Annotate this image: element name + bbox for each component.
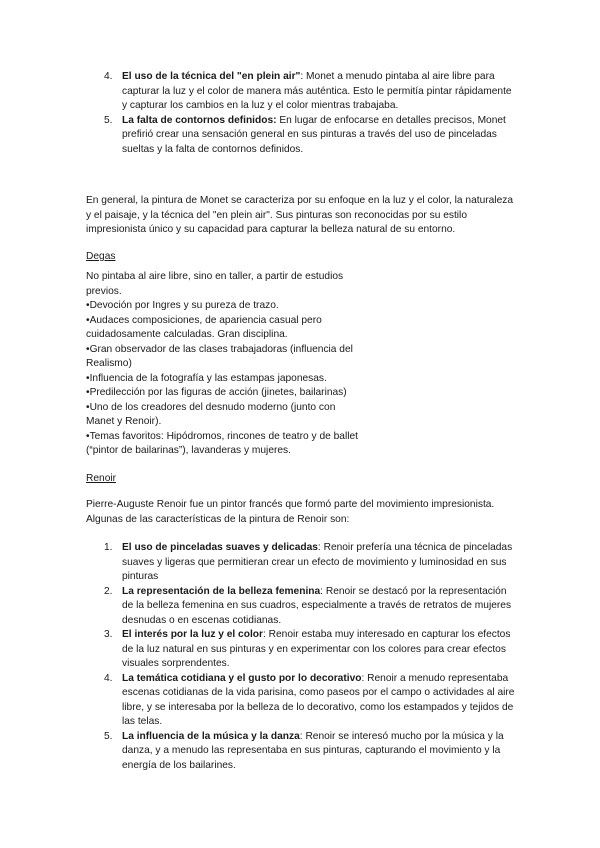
item-text: : Monet a menudo pintaba al aire libre para capturar la luz y el color de manera más auténtica. Esto le permitía pintar rápidamente y capturar los cambios en la luz y el color mientras trabajaba. <box>122 71 512 111</box>
monet-summary-paragraph: En general, la pintura de Monet se caracteriza por su enfoque en la luz y el color, la naturaleza y el paisaje, y la técnica del "en plein air". Sus pinturas son reconocidas por su estilo impresionista único y su capacidad para capturar la belleza natural de su entorno. <box>86 195 513 235</box>
list-item: 4. La temática cotidiana y el gusto por lo decorativo: Renoir a menudo representaba escenas cotidianas de la vida parisina, como paseos por el campo o actividades al aire libre, y se interesaba por la belleza de lo decorativo, como los estampados y tejidos de las telas. <box>104 672 515 727</box>
item-title: La representación de la belleza femenina <box>122 585 321 597</box>
item-text: : Renoir a menudo representaba escenas cotidianas de la vida parisina, como paseos por el campo o actividades al aire libre, y se interesaba por la belleza de lo decorativo, como los estampados y tejidos de las telas. <box>122 672 515 727</box>
item-text: En lugar de enfocarse en detalles precisos, Monet prefirió crear una sensación general en sus pinturas a través del uso de pinceladas sueltas y la falta de contornos definidos. <box>122 114 506 155</box>
degas-heading: Degas <box>86 251 116 262</box>
degas-line: •Predilección por las figuras de acción (jinetes, bailarinas) <box>86 387 347 398</box>
item-title: El uso de pinceladas suaves y delicadas <box>122 542 318 553</box>
list-item: 4. El uso de la técnica del "en plein air": Monet a menudo pintaba al aire libre para capturar la luz y el color de manera más auténtica. Esto le permitía pintar rápidamente y capturar los cambios en la luz y el color mientras trabajaba. <box>104 71 512 111</box>
item-text: : Renoir prefería una técnica de pinceladas suaves y ligeras que permitieran crear un efecto de movimiento y luminosidad en sus pinturas <box>122 542 513 582</box>
degas-line: •Devoción por Ingres y su pureza de trazo. <box>86 300 279 311</box>
renoir-characteristics-list <box>86 541 518 773</box>
item-title: La falta de contornos definidos: <box>122 114 277 126</box>
degas-line: •Temas favoritos: Hipódromos, rincones de teatro y de ballet (“pintor de bailarinas”), lavanderas y mujeres. <box>86 430 358 456</box>
list-item: 5. La influencia de la música y la danza: Renoir se interesó mucho por la música y la danza, y a menudo las representaba en sus pinturas, capturando el movimiento y la energía de los bailarines. <box>104 730 504 771</box>
list-item: 2. La representación de la belleza femenina: Renoir se destacó por la representación de la belleza femenina en sus cuadros, especialmente a través de retratos de mujeres desnudas o en escenas cotidianas. <box>104 585 512 626</box>
item-text: : Renoir se destacó por la representación de la belleza femenina en sus cuadros, especialmente a través de retratos de mujeres desnudas o en escenas cotidianas. <box>122 585 512 626</box>
list-item: 1. El uso de pinceladas suaves y delicadas: Renoir prefería una técnica de pinceladas suaves y ligeras que permitieran crear un efecto de movimiento y luminosidad en sus pinturas <box>104 542 513 582</box>
degas-line: •Audaces composiciones, de apariencia casual pero cuidadosamente calculadas. Gran disciplina. <box>86 314 322 340</box>
degas-line: •Uno de los creadores del desnudo moderno (junto con Manet y Renoir). <box>86 401 336 427</box>
item-text: : Renoir estaba muy interesado en capturar los efectos de la luz natural en sus pinturas y en experimentar con los colores para crear efectos visuales sorprendentes. <box>122 629 511 669</box>
list-item: 3. El interés por la luz y el color: Renoir estaba muy interesado en capturar los efectos de la luz natural en sus pinturas y en experimentar con los colores para crear efectos visuales sorprendentes. <box>104 629 511 669</box>
list-item: 5. La falta de contornos definidos: En lugar de enfocarse en detalles precisos, Monet prefirió crear una sensación general en sus pinturas a través del uso de pinceladas sueltas y la falta de contornos definidos. <box>104 114 506 155</box>
item-title: La temática cotidiana y el gusto por lo decorativo <box>122 672 362 684</box>
monet-characteristics-list <box>86 70 518 157</box>
degas-line: •Gran observador de las clases trabajadoras (influencia del Realismo) <box>86 343 353 369</box>
renoir-heading: Renoir <box>86 473 117 484</box>
degas-notes <box>86 270 358 459</box>
degas-line: •Influencia de la fotografía y las estampas japonesas. <box>86 372 327 384</box>
renoir-intro: Pierre-Auguste Renoir fue un pintor francés que formó parte del movimiento impresionista. Algunas de las características de la pintura de Renoir son: <box>86 499 495 525</box>
item-title: La influencia de la música y la danza <box>122 730 300 742</box>
degas-line: No pintaba al aire libre, sino en taller, a partir de estudios previos. <box>86 271 344 297</box>
item-text: : Renoir se interesó mucho por la música y la danza, y a menudo las representaba en sus pinturas, capturando el movimiento y la energía de los bailarines. <box>122 730 504 771</box>
item-title: El interés por la luz y el color <box>122 629 263 640</box>
item-title: El uso de la técnica del "en plein air" <box>122 71 301 82</box>
